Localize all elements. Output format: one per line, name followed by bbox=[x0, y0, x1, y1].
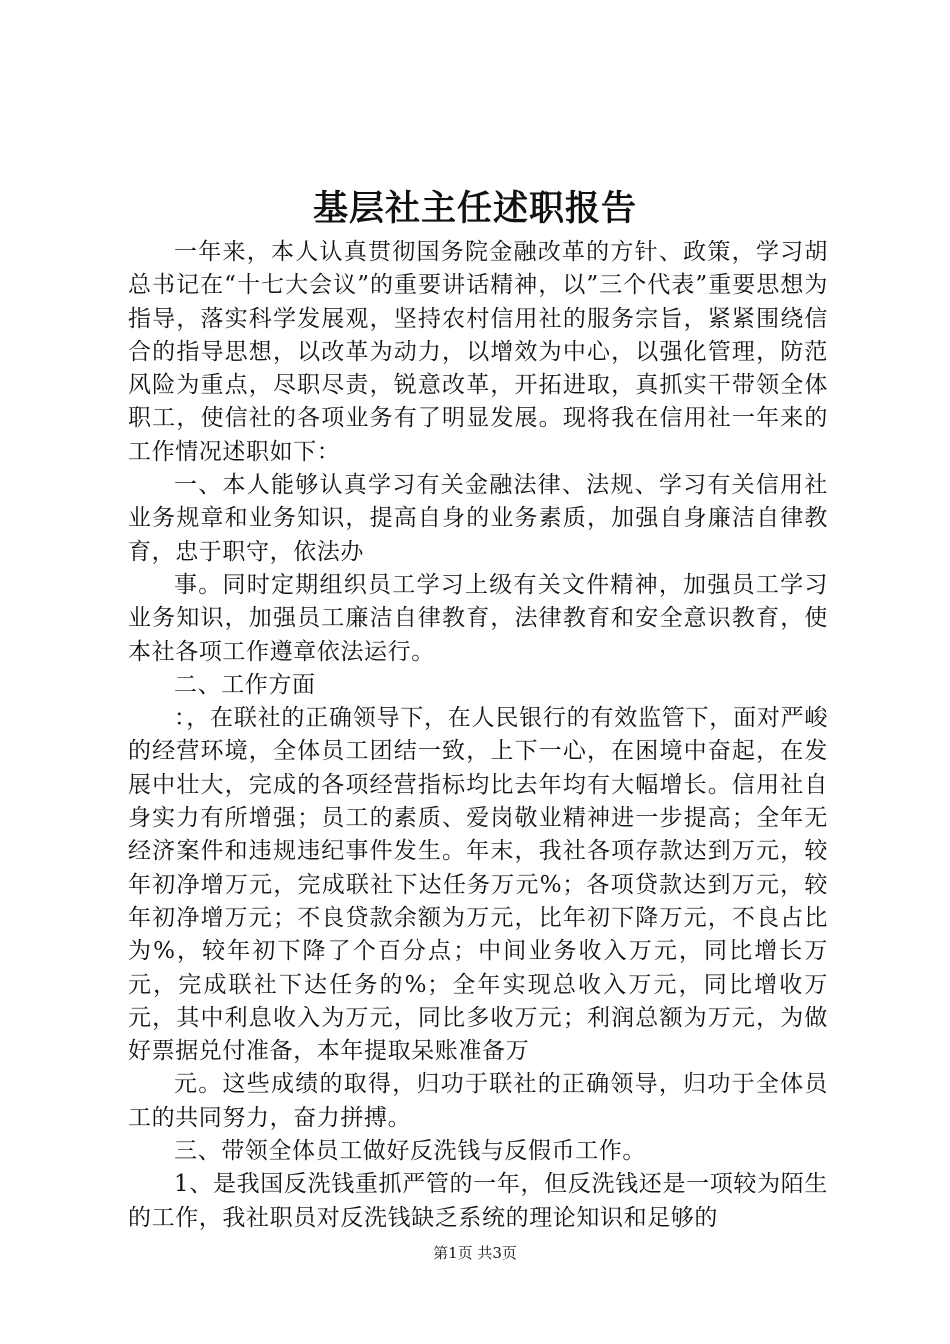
paragraph-section-two: ：，在联社的正确领导下，在人民银行的有效监管下，面对严峻的经营环境，全体员工团结一致，上下一心，在困境中奋起，在发展中壮大，完成的各项经营指标均比去年均有大幅增长。信用社自身实力有所增强；员工的素质、爱岗敬业精神进一步提高；全年无经济案件和违规违纪事件发生。年末，我社各项存款达到万元，较年初净增万元，完成联社下达任务万元%；各项贷款达到万元，较年初净增万元；不良贷款余额为万元，比年初下降万元，不良占比为%，较年初下降了个百分点；中间业务收入万元，同比增长万元，完成联社下达任务的%；全年实现总收入万元，同比增收万元，其中利息收入为万元，同比多收万元；利润总额为万元，为做好票据兑付准备，本年提取呆账准备万 bbox=[128, 705, 828, 1065]
paragraph-section-one: 一、本人能够认真学习有关金融法律、法规、学习有关信用社业务规章和业务知识，提高自身的业务素质，加强自身廉洁自律教育，忠于职守，依法办 bbox=[128, 472, 828, 565]
document-body bbox=[128, 236, 828, 1235]
document-title: 基层社主任述职报告 bbox=[312, 188, 637, 229]
heading-section-three: 三、带领全体员工做好反洗钱与反假币工作。 bbox=[174, 1138, 646, 1165]
heading-section-two: 二、工作方面 bbox=[174, 671, 316, 698]
paragraph-intro: 一年来，本人认真贯彻国务院金融改革的方针、政策，学习胡总书记在“十七大会议”的重要讲话精神，以”三个代表”重要思想为指导，落实科学发展观，坚持农村信用社的服务宗旨，紧紧围绕信合的指导思想，以改革为动力，以增效为中心，以强化管理，防范风险为重点，尽职尽责，锐意改革，开拓进取，真抓实干带领全体职工，使信社的各项业务有了明显发展。现将我在信用社一年来的工作情况述职如下： bbox=[128, 239, 828, 465]
paragraph-section-one-continued: 事。同时定期组织员工学习上级有关文件精神，加强员工学习业务知识，加强员工廉洁自律教育，法律教育和安全意识教育，使本社各项工作遵章依法运行。 bbox=[128, 571, 828, 665]
paragraph-section-three-item-1: 1、是我国反洗钱重抓严管的一年，但反洗钱还是一项较为陌生的工作，我社职员对反洗钱缺乏系统的理论知识和足够的 bbox=[128, 1171, 828, 1231]
paragraph-section-two-continued: 元。这些成绩的取得，归功于联社的正确领导，归功于全体员工的共同努力，奋力拼搏。 bbox=[128, 1071, 828, 1131]
page-number-footer: 第1页 共3页 bbox=[433, 1244, 517, 1262]
